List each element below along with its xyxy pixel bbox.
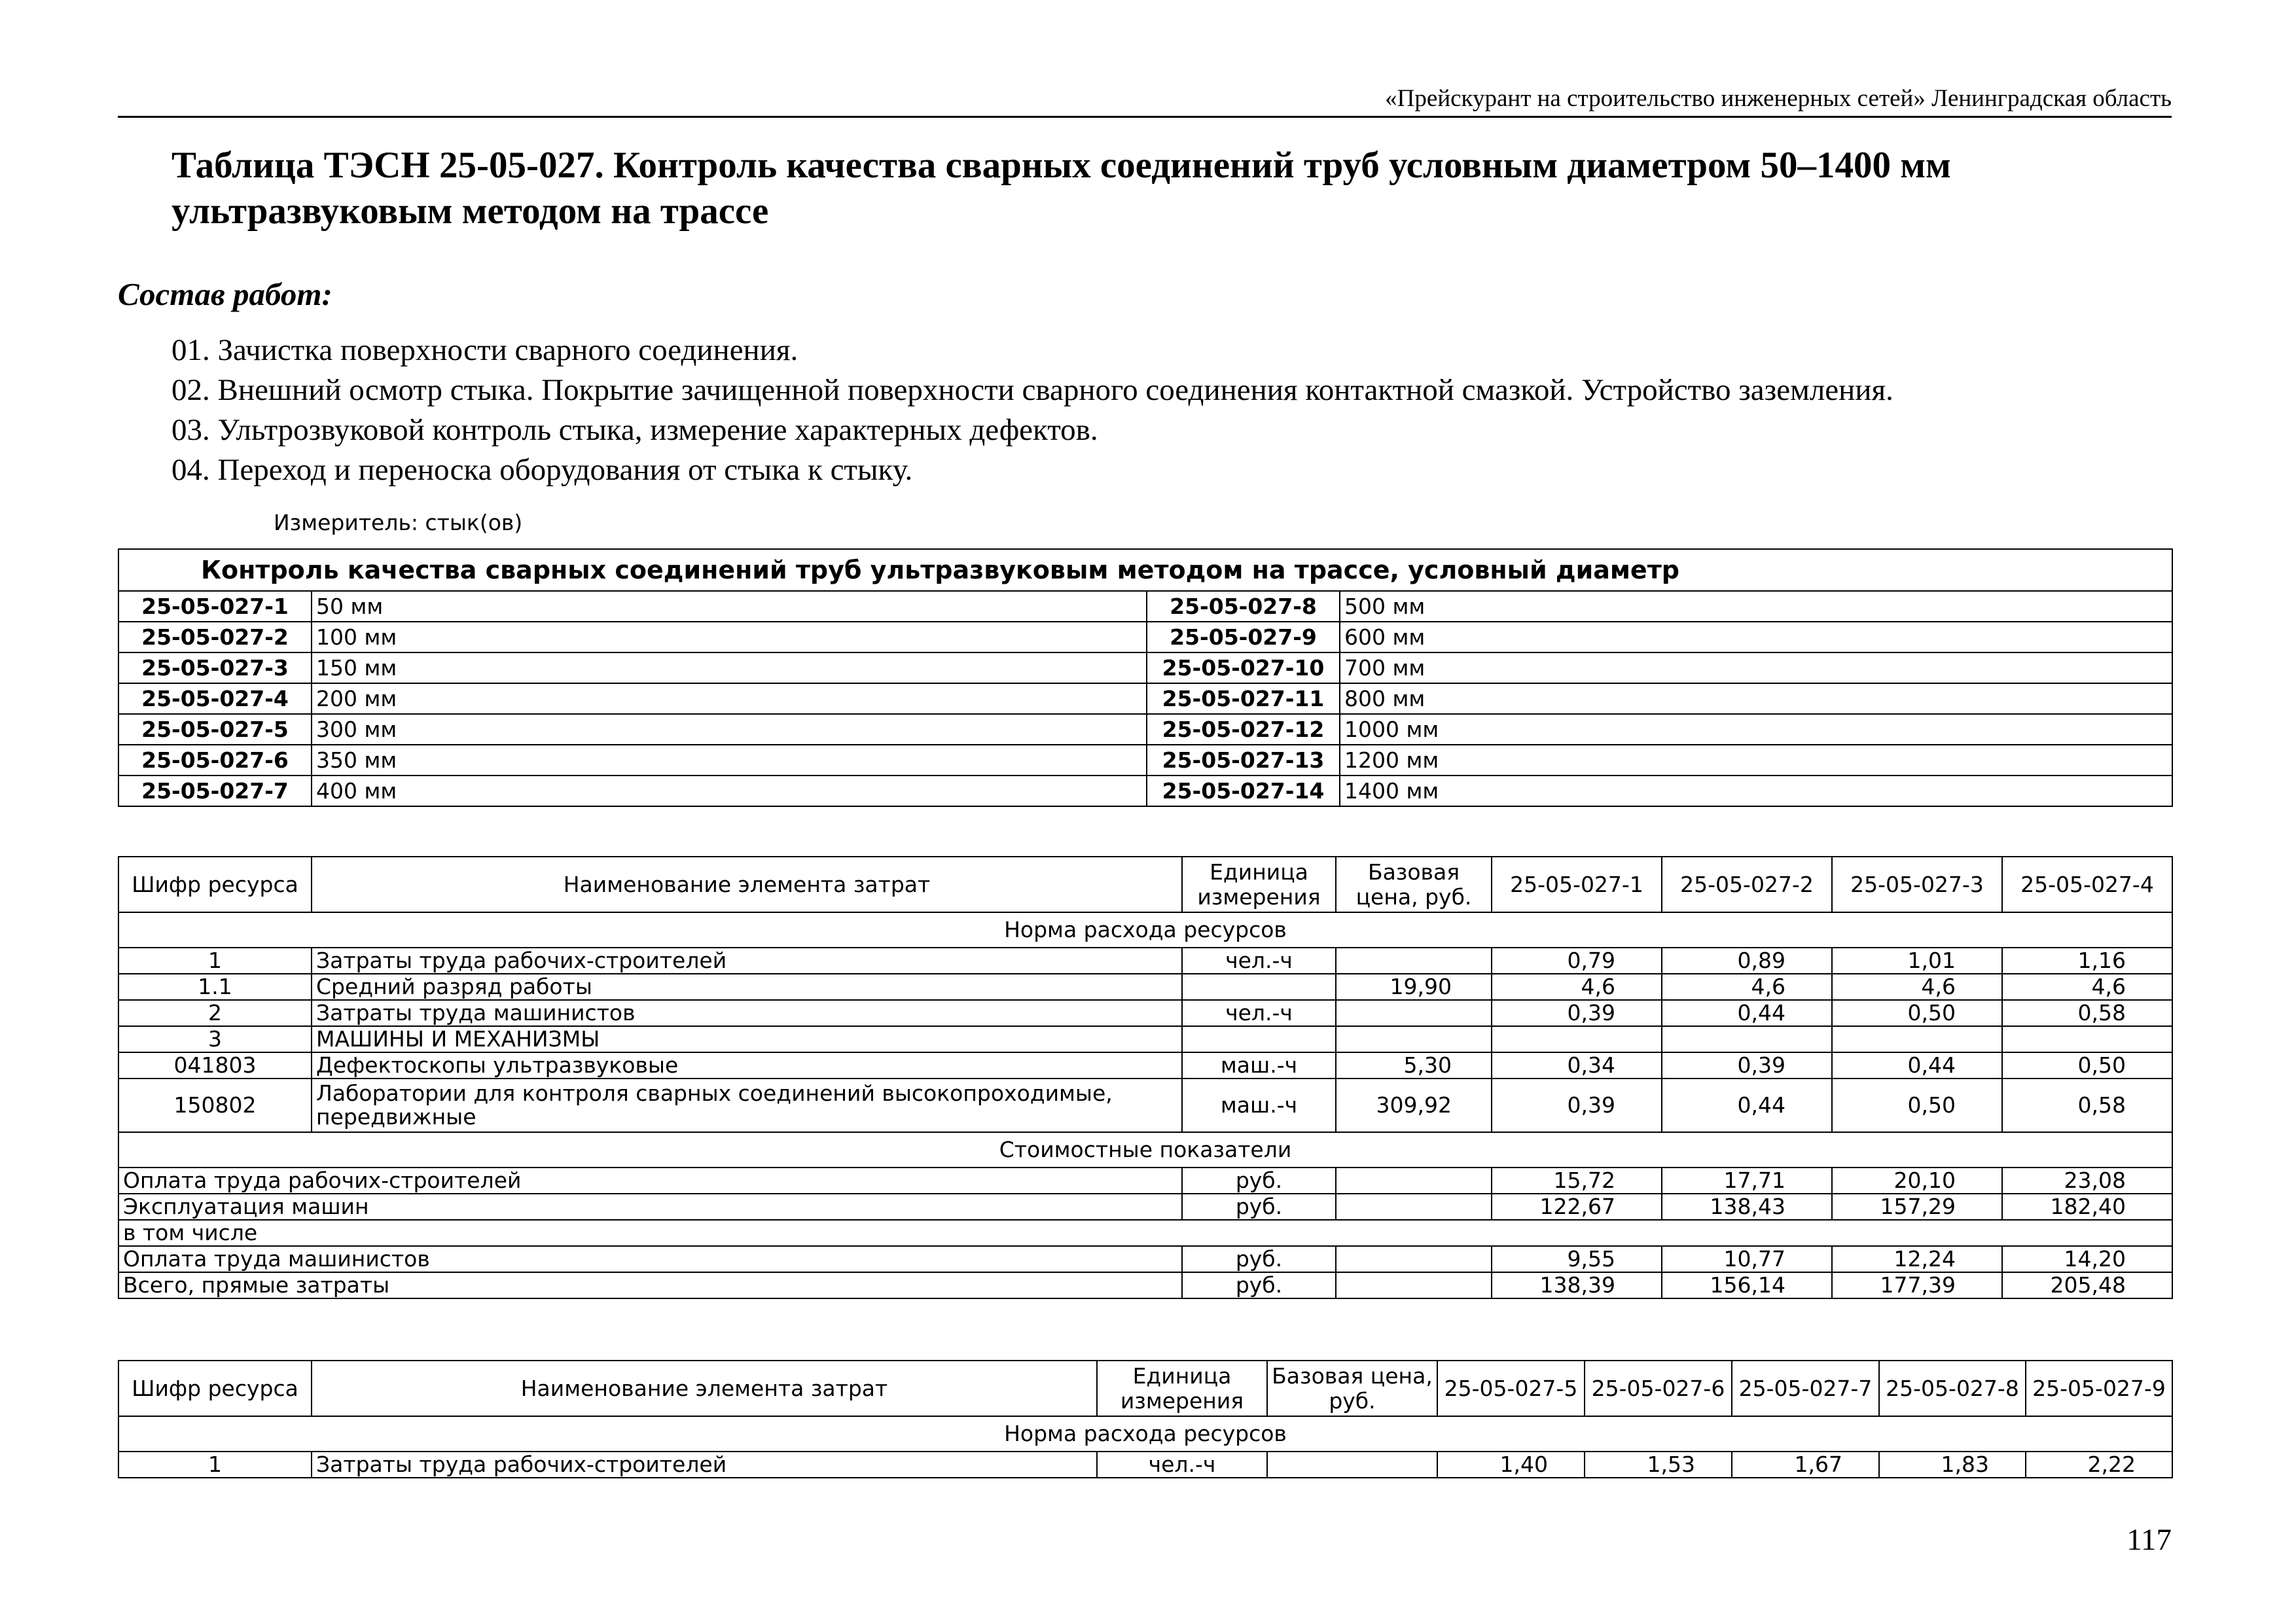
resource-code: 3	[118, 1026, 312, 1052]
diameter-cell: 200 мм	[312, 683, 1147, 714]
table-row	[118, 948, 2172, 974]
header-norm-column: 25-05-027-3	[1832, 857, 2002, 912]
norm-value	[2002, 1026, 2172, 1052]
norm-value	[1492, 1026, 1662, 1052]
table-row	[118, 1026, 2172, 1052]
cost-value: 10,77	[1662, 1246, 1832, 1272]
diameter-cell: 1400 мм	[1340, 776, 2172, 806]
diameter-cell: 300 мм	[312, 714, 1147, 745]
diameter-cell: 400 мм	[312, 776, 1147, 806]
section-cost-header: Стоимостные показатели	[118, 1132, 2172, 1168]
norm-value	[1662, 1026, 1832, 1052]
table-row	[118, 745, 2172, 776]
work-composition-list	[171, 330, 2172, 490]
code-cell: 25-05-027-10	[1147, 652, 1340, 683]
table-row	[118, 683, 2172, 714]
resource-unit	[1182, 1026, 1336, 1052]
cost-value: 122,67	[1492, 1194, 1662, 1220]
resource-price: 5,30	[1336, 1052, 1492, 1079]
norm-value	[1832, 1026, 2002, 1052]
norm-value: 0,58	[2002, 1000, 2172, 1026]
header-resource-code: Шифр ресурса	[118, 857, 312, 912]
resource-unit: чел.-ч	[1097, 1452, 1267, 1478]
norm-value: 0,50	[1832, 1000, 2002, 1026]
work-composition-heading: Состав работ:	[118, 276, 332, 312]
norm-value: 0,34	[1492, 1052, 1662, 1079]
running-header: «Прейскурант на строительство инженерных сетей» Ленинградская область	[1385, 85, 2172, 112]
resource-unit: чел.-ч	[1182, 1000, 1336, 1026]
norm-value: 2,22	[2026, 1452, 2172, 1478]
resource-price	[1267, 1452, 1437, 1478]
norm-value: 1,67	[1732, 1452, 1879, 1478]
cost-price	[1336, 1194, 1492, 1220]
table-row	[118, 974, 2172, 1000]
cost-unit: руб.	[1182, 1194, 1336, 1220]
code-cell: 25-05-027-6	[118, 745, 312, 776]
code-cell: 25-05-027-1	[118, 591, 312, 622]
resource-name: Затраты труда машинистов	[312, 1000, 1182, 1026]
table-row	[118, 622, 2172, 652]
header-cost-element: Наименование элемента затрат	[312, 857, 1182, 912]
cost-value: 177,39	[1832, 1272, 2002, 1298]
diameter-cell: 600 мм	[1340, 622, 2172, 652]
diameter-cell: 1200 мм	[1340, 745, 2172, 776]
measurement-unit: Измеритель: стык(ов)	[274, 510, 523, 535]
code-cell: 25-05-027-8	[1147, 591, 1340, 622]
page-title: Таблица ТЭСН 25-05-027. Контроль качества сварных соединений труб условным диаметром 50–1400 мм ультразвуковым методом на трассе	[171, 145, 1951, 232]
diameter-cell: 350 мм	[312, 745, 1147, 776]
page-number: 117	[2126, 1523, 2172, 1557]
table-row	[118, 1246, 2172, 1272]
cost-unit: руб.	[1182, 1272, 1336, 1298]
table-row	[118, 591, 2172, 622]
cost-value: 138,43	[1662, 1194, 1832, 1220]
norm-value: 0,44	[1662, 1079, 1832, 1132]
cost-name: Оплата труда рабочих-строителей	[118, 1168, 1182, 1194]
code-cell: 25-05-027-5	[118, 714, 312, 745]
norm-value: 0,39	[1492, 1000, 1662, 1026]
resource-price	[1336, 948, 1492, 974]
header-cost-element: Наименование элемента затрат	[312, 1361, 1097, 1416]
cost-unit: руб.	[1182, 1168, 1336, 1194]
resource-price: 19,90	[1336, 974, 1492, 1000]
codes-table	[118, 548, 2173, 807]
diameter-cell: 150 мм	[312, 652, 1147, 683]
norm-value: 1,40	[1437, 1452, 1585, 1478]
norm-value: 0,79	[1492, 948, 1662, 974]
resource-unit: маш.-ч	[1182, 1052, 1336, 1079]
cost-value: 138,39	[1492, 1272, 1662, 1298]
resources-table-2	[118, 1360, 2173, 1478]
codes-table-caption: Контроль качества сварных соединений труб ультразвуковым методом на трассе, условный диаметр	[118, 549, 2172, 591]
resource-code: 2	[118, 1000, 312, 1026]
diameter-cell: 800 мм	[1340, 683, 2172, 714]
table-row	[118, 1000, 2172, 1026]
section-norm-header: Норма расхода ресурсов	[118, 912, 2172, 948]
code-cell: 25-05-027-4	[118, 683, 312, 714]
table-row	[118, 776, 2172, 806]
header-base-price: Базовая цена, руб.	[1267, 1361, 1437, 1416]
cost-name: Всего, прямые затраты	[118, 1272, 1182, 1298]
work-step: 04. Переход и переноска оборудования от стыка к стыку.	[171, 453, 913, 487]
cost-price	[1336, 1272, 1492, 1298]
cost-name: Оплата труда машинистов	[118, 1246, 1182, 1272]
norm-value: 0,44	[1832, 1052, 2002, 1079]
resource-name: МАШИНЫ И МЕХАНИЗМЫ	[312, 1026, 1182, 1052]
norm-value: 0,58	[2002, 1079, 2172, 1132]
norm-value: 1,83	[1879, 1452, 2026, 1478]
norm-value: 0,39	[1662, 1052, 1832, 1079]
code-cell: 25-05-027-13	[1147, 745, 1340, 776]
norm-value: 0,89	[1662, 948, 1832, 974]
header-base-price: Базовая цена, руб.	[1336, 857, 1492, 912]
table-row	[118, 1272, 2172, 1298]
resource-name: Лаборатории для контроля сварных соединений высокопроходимые, передвижные	[312, 1079, 1182, 1132]
table-row	[118, 652, 2172, 683]
code-cell: 25-05-027-11	[1147, 683, 1340, 714]
code-cell: 25-05-027-12	[1147, 714, 1340, 745]
norm-value: 0,44	[1662, 1000, 1832, 1026]
table-row	[118, 1168, 2172, 1194]
code-cell: 25-05-027-9	[1147, 622, 1340, 652]
resource-code: 150802	[118, 1079, 312, 1132]
resource-unit: маш.-ч	[1182, 1079, 1336, 1132]
header-unit: Единица измерения	[1097, 1361, 1267, 1416]
cost-name: в том числе	[118, 1220, 2172, 1246]
table-row	[118, 714, 2172, 745]
section-norm-header: Норма расхода ресурсов	[118, 1416, 2172, 1452]
cost-price	[1336, 1168, 1492, 1194]
cost-value: 12,24	[1832, 1246, 2002, 1272]
table-row	[118, 1052, 2172, 1079]
header-norm-column: 25-05-027-9	[2026, 1361, 2172, 1416]
norm-value: 1,01	[1832, 948, 2002, 974]
work-step: 03. Ультрозвуковой контроль стыка, измерение характерных дефектов.	[171, 413, 1098, 447]
header-norm-column: 25-05-027-2	[1662, 857, 1832, 912]
resources-table-1	[118, 856, 2173, 1299]
code-cell: 25-05-027-14	[1147, 776, 1340, 806]
resource-name: Дефектоскопы ультразвуковые	[312, 1052, 1182, 1079]
table-row	[118, 1220, 2172, 1246]
resource-code: 1	[118, 1452, 312, 1478]
header-norm-column: 25-05-027-1	[1492, 857, 1662, 912]
code-cell: 25-05-027-7	[118, 776, 312, 806]
header-norm-column: 25-05-027-8	[1879, 1361, 2026, 1416]
code-cell: 25-05-027-3	[118, 652, 312, 683]
diameter-cell: 1000 мм	[1340, 714, 2172, 745]
cost-value: 205,48	[2002, 1272, 2172, 1298]
resource-code: 1	[118, 948, 312, 974]
diameter-cell: 50 мм	[312, 591, 1147, 622]
cost-value: 15,72	[1492, 1168, 1662, 1194]
resource-name: Средний разряд работы	[312, 974, 1182, 1000]
resource-code: 1.1	[118, 974, 312, 1000]
resource-code: 041803	[118, 1052, 312, 1079]
resource-price	[1336, 1000, 1492, 1026]
norm-value: 4,6	[2002, 974, 2172, 1000]
cost-value: 17,71	[1662, 1168, 1832, 1194]
norm-value: 4,6	[1492, 974, 1662, 1000]
header-norm-column: 25-05-027-7	[1732, 1361, 1879, 1416]
norm-value: 0,50	[1832, 1079, 2002, 1132]
header-norm-column: 25-05-027-6	[1585, 1361, 1732, 1416]
header-resource-code: Шифр ресурса	[118, 1361, 312, 1416]
header-divider	[118, 116, 2172, 118]
diameter-cell: 100 мм	[312, 622, 1147, 652]
table-row	[118, 1194, 2172, 1220]
norm-value: 1,16	[2002, 948, 2172, 974]
cost-value: 20,10	[1832, 1168, 2002, 1194]
resource-unit	[1182, 974, 1336, 1000]
header-norm-column: 25-05-027-5	[1437, 1361, 1585, 1416]
norm-value: 1,53	[1585, 1452, 1732, 1478]
cost-value: 23,08	[2002, 1168, 2172, 1194]
norm-value: 0,39	[1492, 1079, 1662, 1132]
table-row	[118, 1452, 2172, 1478]
diameter-cell: 500 мм	[1340, 591, 2172, 622]
header-unit: Единица измерения	[1182, 857, 1336, 912]
norm-value: 0,50	[2002, 1052, 2172, 1079]
cost-value: 157,29	[1832, 1194, 2002, 1220]
resource-price: 309,92	[1336, 1079, 1492, 1132]
table-row	[118, 1079, 2172, 1132]
cost-value: 9,55	[1492, 1246, 1662, 1272]
norm-value: 4,6	[1662, 974, 1832, 1000]
work-step: 01. Зачистка поверхности сварного соединения.	[171, 333, 798, 367]
resource-name: Затраты труда рабочих-строителей	[312, 1452, 1097, 1478]
cost-name: Эксплуатация машин	[118, 1194, 1182, 1220]
cost-value: 182,40	[2002, 1194, 2172, 1220]
cost-price	[1336, 1246, 1492, 1272]
cost-value: 156,14	[1662, 1272, 1832, 1298]
resource-name: Затраты труда рабочих-строителей	[312, 948, 1182, 974]
cost-unit: руб.	[1182, 1246, 1336, 1272]
cost-value: 14,20	[2002, 1246, 2172, 1272]
code-cell: 25-05-027-2	[118, 622, 312, 652]
norm-value: 4,6	[1832, 974, 2002, 1000]
resource-unit: чел.-ч	[1182, 948, 1336, 974]
work-step: 02. Внешний осмотр стыка. Покрытие зачищенной поверхности сварного соединения контактной смазкой. Устройство заземления.	[171, 373, 1893, 407]
resource-price	[1336, 1026, 1492, 1052]
header-norm-column: 25-05-027-4	[2002, 857, 2172, 912]
diameter-cell: 700 мм	[1340, 652, 2172, 683]
